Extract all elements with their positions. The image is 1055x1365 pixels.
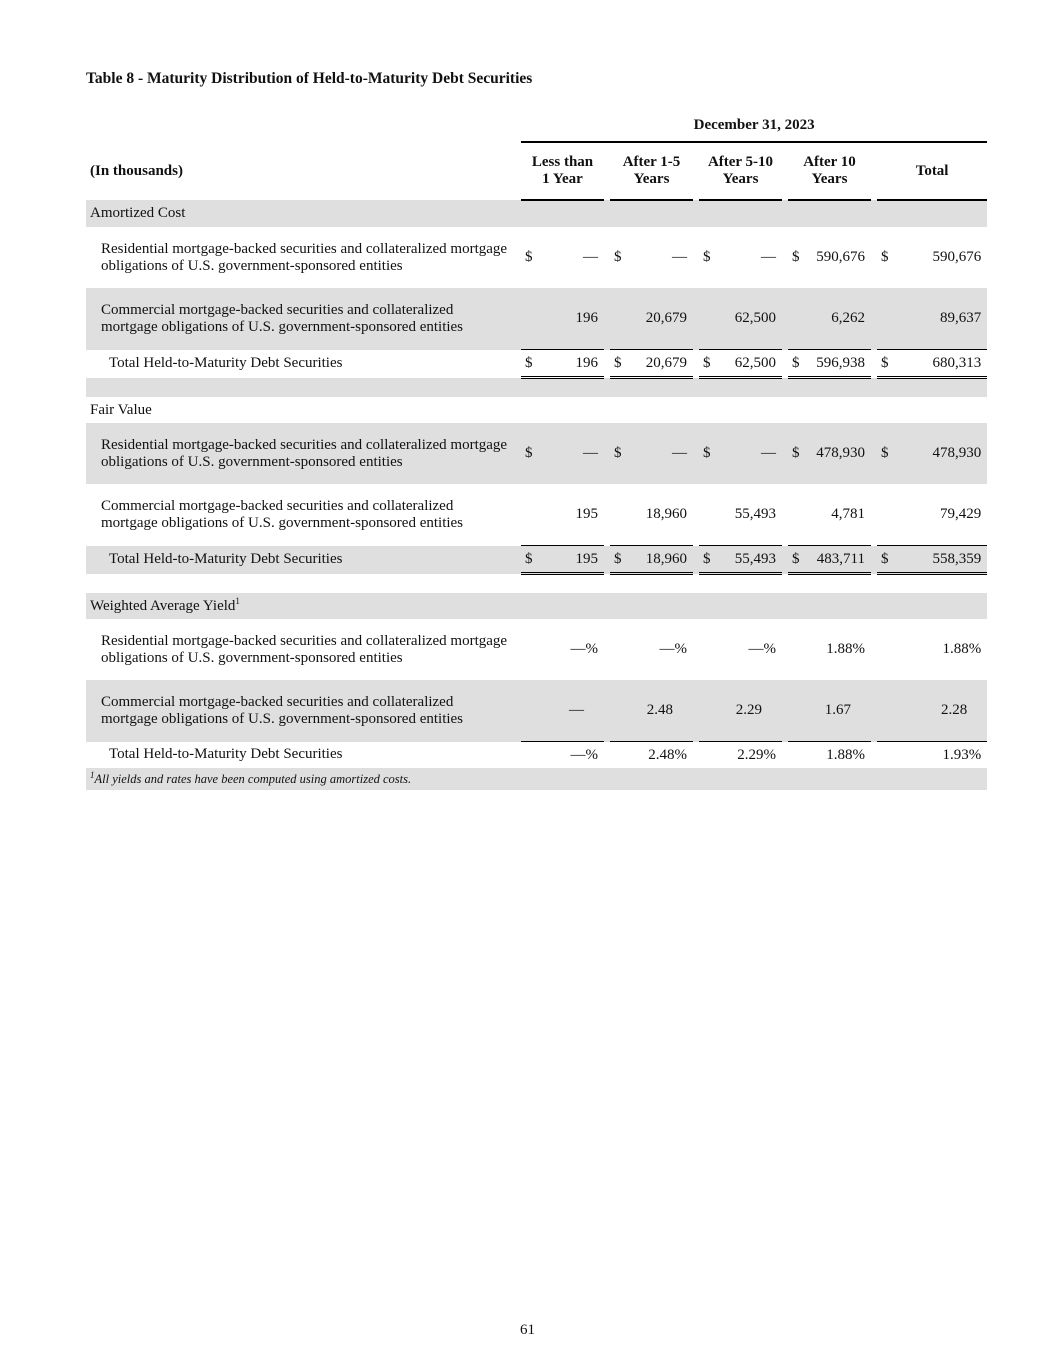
cell-value: —: [521, 680, 604, 742]
cell-value: —: [761, 249, 776, 265]
column-header-after-10-years: After 10 Years: [788, 142, 871, 200]
row-label: Total Held-to-Maturity Debt Securities: [86, 546, 515, 574]
row-label: Commercial mortgage-backed securities and collateralized mortgage obligations of U.S. government-sponsored entities: [101, 497, 464, 531]
cell-value: 89,637: [899, 288, 987, 350]
column-header-total: Total: [877, 142, 987, 200]
cell-value: 196: [543, 350, 604, 378]
cell-value: 483,711: [810, 546, 871, 574]
footnote-row: [86, 768, 987, 790]
cell-value: 2.48%: [610, 742, 693, 769]
header-columns-row: [86, 142, 987, 200]
cell-value: 1.67: [788, 680, 871, 742]
cell-value: 196: [543, 288, 604, 350]
row-label: Total Held-to-Maturity Debt Securities: [109, 746, 343, 763]
spacer-row: [86, 574, 987, 594]
cell-value: 20,679: [632, 288, 693, 350]
row-label: Residential mortgage-backed securities and collateralized mortgage obligations of U.S. government-sponsored entities: [101, 632, 508, 666]
cell-value: 55,493: [721, 546, 782, 574]
table-row: [86, 484, 987, 546]
cell-value: 62,500: [721, 288, 782, 350]
cell-value: 2.48: [610, 680, 693, 742]
row-label: Residential mortgage-backed securities and collateralized mortgage obligations of U.S. government-sponsored entities: [86, 423, 515, 484]
table-row: [86, 680, 987, 742]
table-row: Residential mortgage-backed securities and collateralized mortgage obligations of U.S. government-sponsored entities $ — $ — $ — $ 478,930 $ 478,930: [86, 423, 987, 484]
cell-value: 1.88%: [788, 742, 871, 769]
cell-value: 590,676: [932, 249, 982, 265]
cell-value: 4,781: [831, 506, 865, 522]
cell-value: 596,938: [810, 350, 871, 378]
cell-value: 478,930: [810, 423, 871, 484]
cell-value: —: [583, 249, 598, 265]
column-header-after-5-10-years: After 5-10 Years: [699, 142, 782, 200]
cell-value: 1.88%: [826, 641, 865, 657]
cell-value: 6,262: [810, 288, 871, 350]
section-label: Fair Value: [90, 401, 152, 418]
cell-value: 55,493: [734, 506, 776, 522]
maturity-table: [86, 112, 987, 790]
cell-value: —: [721, 423, 782, 484]
period-date: December 31, 2023: [521, 112, 987, 142]
cell-value: —%: [748, 641, 776, 657]
header-date-row: [86, 112, 987, 142]
row-label: Residential mortgage-backed securities and collateralized mortgage obligations of U.S. government-sponsored entities: [101, 240, 508, 274]
spacer-row: [86, 378, 987, 398]
cell-value: —: [672, 249, 687, 265]
section-label: Amortized Cost: [86, 200, 515, 227]
section-label: Weighted Average Yield$^1$: [86, 593, 515, 619]
cell-value: 590,676: [816, 249, 865, 265]
column-header-after-1-5-years: After 1-5 Years: [610, 142, 693, 200]
total-row: Total Held-to-Maturity Debt Securities $ 195 $ 18,960 $ 55,493 $ 483,711 $ 558,359: [86, 546, 987, 574]
column-header-less-than-1-year: Less than 1 Year: [521, 142, 604, 200]
cell-value: —%: [659, 641, 687, 657]
cell-value: —%: [521, 742, 604, 769]
unit-label: (In thousands): [90, 162, 183, 179]
cell-value: 79,429: [939, 506, 982, 522]
table-title: Table 8 - Maturity Distribution of Held-to-Maturity Debt Securities: [86, 70, 533, 87]
total-row: Total Held-to-Maturity Debt Securities $ 196 $ 20,679 $ 62,500 $ 596,938 $ 680,313: [86, 350, 987, 378]
cell-value: 1.93%: [877, 742, 987, 769]
section-row-fair-value: [86, 397, 987, 423]
cell-value: 558,359: [899, 546, 987, 574]
footnote: $^1$All yields and rates have been computed using amortized costs.: [86, 768, 987, 790]
footnote-marker: 1: [235, 595, 240, 606]
cell-value: —: [543, 423, 604, 484]
cell-value: 2.28: [877, 680, 987, 742]
total-row: [86, 742, 987, 769]
cell-value: 20,679: [632, 350, 693, 378]
row-label: Total Held-to-Maturity Debt Securities: [109, 355, 343, 371]
table-row: [86, 288, 987, 350]
cell-value: 62,500: [721, 350, 782, 378]
row-label: Commercial mortgage-backed securities and collateralized mortgage obligations of U.S. government-sponsored entities: [86, 680, 515, 742]
cell-value: —: [632, 423, 693, 484]
section-row-amortized-cost: [86, 200, 987, 227]
row-label: Commercial mortgage-backed securities and collateralized mortgage obligations of U.S. government-sponsored entities: [86, 288, 515, 350]
table-row: [86, 619, 987, 680]
table-row: Residential mortgage-backed securities and collateralized mortgage obligations of U.S. government-sponsored entities $ — $ — $ — $ 590,676 $ 590,676: [86, 227, 987, 288]
cell-value: 18,960: [632, 546, 693, 574]
cell-value: 2.29: [699, 680, 782, 742]
section-row-weighted-average-yield: [86, 593, 987, 619]
cell-value: 195: [575, 506, 598, 522]
cell-value: 680,313: [899, 350, 987, 378]
cell-value: 2.29%: [699, 742, 782, 769]
cell-value: 18,960: [645, 506, 687, 522]
page-number: 61: [520, 1322, 535, 1338]
cell-value: 1.88%: [942, 641, 982, 657]
cell-value: 478,930: [899, 423, 987, 484]
cell-value: 195: [543, 546, 604, 574]
cell-value: —%: [570, 641, 598, 657]
